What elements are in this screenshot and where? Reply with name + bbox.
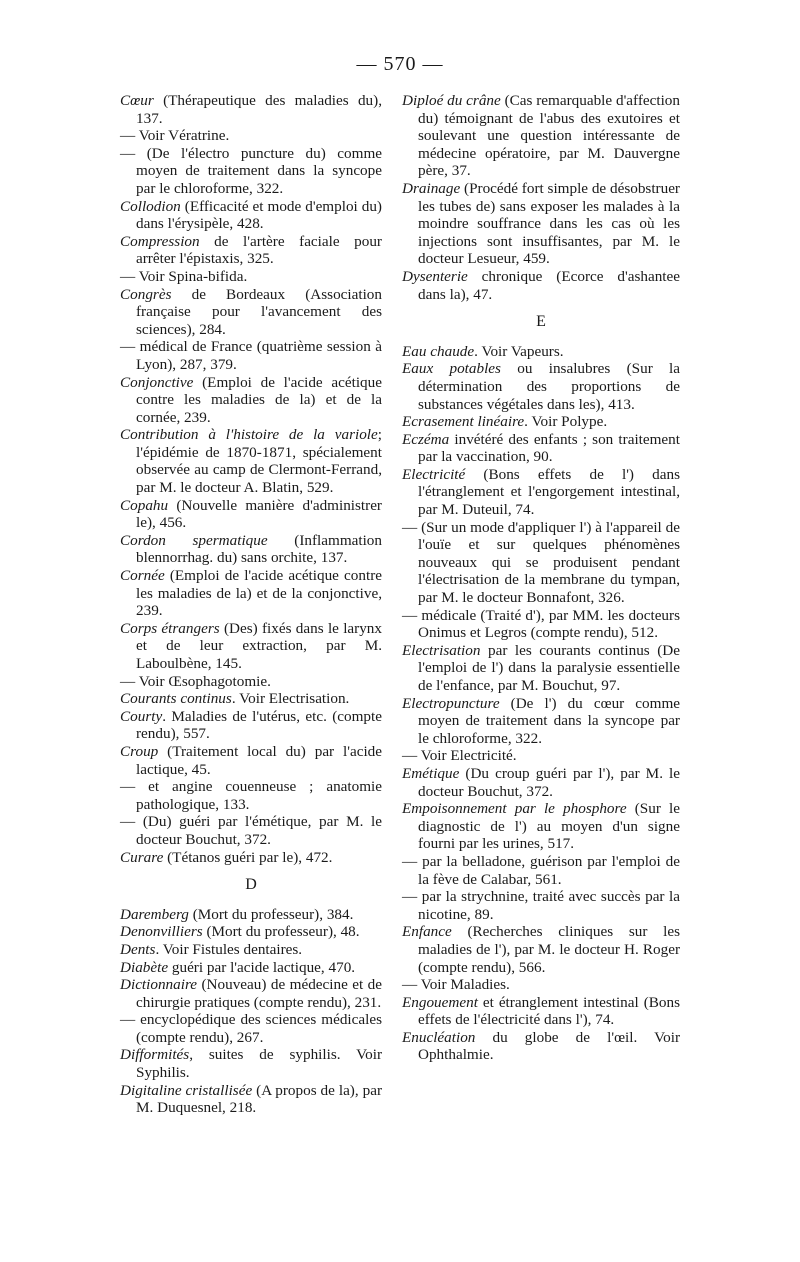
entry-text: du globe de l'œil. Voir Ophthalmie. — [418, 1028, 680, 1064]
entry-text: — médicale (Traité d'), par MM. les docteurs Onimus et Legros (compte rendu), 512. — [402, 606, 680, 642]
index-entry — [120, 906, 382, 924]
index-entry — [120, 426, 382, 496]
entry-text: — et angine couenneuse ; anatomie pathologique, 133. — [120, 778, 382, 813]
index-entry — [402, 800, 680, 853]
entry-text: de l'artère faciale pour arrêter l'épistaxis, 325. — [136, 232, 382, 268]
entry-heading: Conjonctive — [120, 373, 194, 391]
entry-heading: Electropuncture — [402, 694, 500, 712]
entry-text: ou insalubres (Sur la détermination des proportions de substances végétales dans les), 413. — [418, 360, 681, 413]
entry-text: par les courants continus (De l'emploi de l') dans la paralysie essentielle de l'enfance, par M. Bouchut, 97. — [418, 641, 680, 694]
entry-heading: Collodion — [120, 197, 181, 215]
index-entry — [402, 92, 680, 180]
entry-text: . Maladies de l'utérus, etc. (compte rendu), 557. — [136, 707, 382, 743]
index-entry — [402, 976, 680, 994]
index-entry — [402, 466, 680, 519]
entry-text: de Bordeaux (Association française pour l'avancement des sciences), 284. — [136, 285, 382, 338]
entry-text: (Cas remarquable d'affection du) témoignant de l'abus des exutoires et soulevant une question intéressante de médecine opératoire, par M. Dauvergne père, 37. — [418, 92, 680, 180]
index-entry — [402, 765, 680, 800]
entry-text: (Bons effets de l') dans l'étranglement et l'engorgement intestinal, par M. Duteuil, 74. — [418, 465, 680, 519]
entry-text: guéri par l'acide lactique, 470. — [168, 958, 356, 976]
entry-heading: Compression — [120, 232, 200, 250]
entry-heading: Cordon spermatique — [120, 531, 268, 549]
index-entry — [120, 268, 382, 286]
index-entry — [402, 607, 680, 642]
entries-c — [120, 92, 382, 866]
right-column — [402, 92, 680, 1064]
section-letter-d: D — [245, 876, 257, 894]
index-entry — [402, 923, 680, 976]
entry-text: (Mort du professeur), 384. — [188, 905, 354, 923]
entry-heading: Electrisation — [402, 641, 481, 659]
left-column — [120, 92, 382, 1117]
index-entry — [402, 431, 680, 466]
entry-heading: Empoisonnement par le phosphore — [402, 800, 627, 818]
entry-text: — médical de France (quatrième session à Lyon), 287, 379. — [120, 338, 382, 373]
entry-text: (Des) fixés dans le larynx et de leur extraction, par M. Laboulbène, 145. — [136, 619, 382, 672]
entry-heading: Corps étrangers — [120, 619, 220, 637]
index-entry — [402, 360, 680, 413]
entry-text: — Voir Vératrine. — [120, 127, 230, 145]
index-entry — [120, 1082, 382, 1117]
entry-text: chronique (Ecorce d'ashantee dans la), 47. — [418, 267, 680, 303]
entry-heading: Difformités — [120, 1046, 190, 1064]
entries-d-right — [402, 92, 680, 303]
index-entry — [402, 695, 680, 748]
entries-e — [402, 343, 680, 1064]
index-entry — [120, 849, 382, 867]
entry-heading: Emétique — [402, 764, 460, 782]
entry-heading: Courty — [120, 707, 163, 725]
entry-heading: Ecrasement linéaire — [402, 413, 525, 431]
index-entry — [402, 519, 680, 607]
entry-text: — encyclopédique des sciences médicales (compte rendu), 267. — [120, 1011, 382, 1046]
page-number: — 570 — — [356, 53, 444, 75]
index-entry — [120, 923, 382, 941]
index-entry — [120, 778, 382, 813]
index-entry — [120, 1011, 382, 1046]
index-entry — [120, 497, 382, 532]
index-entry — [402, 853, 680, 888]
entry-text: (Nouvelle manière d'administrer le), 456. — [136, 496, 382, 532]
entry-heading: Dents — [120, 940, 156, 958]
entry-heading: Croup — [120, 742, 159, 760]
entry-text: . Voir Fistules dentaires. — [155, 940, 303, 958]
entry-text: — Voir Œsophagotomie. — [120, 672, 271, 690]
entry-text: (Efficacité et mode d'emploi du) dans l'érysipèle, 428. — [136, 197, 382, 233]
entry-text: (Inflammation blennorrhag. du) sans orchite, 137. — [136, 531, 382, 567]
entry-heading: Curare — [120, 848, 164, 866]
entry-heading: Enfance — [402, 923, 452, 941]
entry-heading: Copahu — [120, 496, 169, 514]
index-entry — [402, 180, 680, 268]
entry-text: — par la belladone, guérison par l'emploi de la fève de Calabar, 561. — [402, 852, 680, 888]
entry-heading: Engouement — [402, 993, 478, 1011]
entry-text: — (De l'électro puncture du) comme moyen de traitement dans la syncope par le chloroforme, 322. — [120, 144, 382, 197]
index-entry — [120, 743, 382, 778]
entry-text: (De l') du cœur comme moyen de traitement dans la syncope par le chloroforme, 322. — [418, 694, 680, 747]
entry-heading: Cœur — [120, 92, 154, 109]
entry-text: (Procédé fort simple de désobstruer les tubes de) sans exposer les malades à la moindre souffrance dans les cas où les injections sont insuffisantes, par M. le docteur Lesueur, 459. — [418, 179, 680, 268]
entry-text: ; l'épidémie de 1870-1871, spécialement observée au camp de Clermont-Ferrand, par M. le docteur A. Blatin, 529. — [136, 426, 382, 497]
index-entry — [402, 642, 680, 695]
section-letter-e: E — [536, 313, 546, 331]
entry-heading: Daremberg — [120, 905, 189, 923]
entry-text: (Du croup guéri par l'), par M. le docteur Bouchut, 372. — [418, 764, 680, 800]
index-entry — [120, 690, 382, 708]
entry-text: (Thérapeutique des maladies du), 137. — [136, 92, 382, 127]
index-entry — [120, 959, 382, 977]
entry-text: — Voir Maladies. — [402, 976, 510, 994]
entry-text: (Recherches cliniques sur les maladies de l'), par M. le docteur H. Roger (compte rendu), 566. — [418, 923, 680, 976]
entry-heading: Eau chaude — [402, 342, 475, 360]
entry-heading: Courants continus — [120, 690, 232, 708]
entry-text: — par la strychnine, traité avec succès par la nicotine, 89. — [402, 888, 680, 923]
entry-heading: Denonvilliers — [120, 923, 203, 941]
entry-heading: Congrès — [120, 285, 172, 303]
entry-heading: Drainage — [402, 179, 461, 197]
entry-text: (Emploi de l'acide acétique contre les maladies de la) et de la conjonctive, 239. — [136, 567, 382, 620]
entry-text: — (Sur un mode d'appliquer l') à l'appareil de l'ouïe et sur quelques phénomènes nouveaux qui se produisent pendant l'électrisation de la membrane du tympan, par M. le docteur Bonnafont, 326. — [402, 518, 680, 607]
index-entry — [120, 374, 382, 427]
entry-text: (Sur le diagnostic de l') au moyen d'un signe fourni par les urines, 517. — [418, 800, 680, 853]
entry-text: (Tétanos guéri par le), 472. — [163, 848, 333, 866]
entry-text: . Voir Polype. — [524, 413, 608, 431]
entry-text: (A propos de la), par M. Duquesnel, 218. — [136, 1081, 382, 1117]
entry-text: . Voir Electrisation. — [231, 690, 350, 708]
index-entry — [120, 708, 382, 743]
index-entry — [120, 567, 382, 620]
entry-heading: Digitaline cristallisée — [120, 1081, 253, 1099]
entry-text: — Voir Electricité. — [402, 747, 517, 765]
index-entry — [120, 620, 382, 673]
index-entry — [402, 1029, 680, 1064]
entry-text: et étranglement intestinal (Bons effets de l'électricité dans l'), 74. — [418, 993, 680, 1029]
index-entry — [120, 941, 382, 959]
index-entry — [120, 233, 382, 268]
entry-text: — Voir Spina-bifida. — [120, 267, 248, 285]
index-entry — [402, 413, 680, 431]
index-entry — [120, 1046, 382, 1081]
index-entry — [120, 532, 382, 567]
entries-d-left — [120, 906, 382, 1117]
index-entry — [120, 198, 382, 233]
index-entry — [120, 127, 382, 145]
index-entry — [120, 286, 382, 339]
index-entry — [402, 888, 680, 923]
entry-text: (Mort du professeur), 48. — [202, 923, 360, 941]
entry-text: — (Du) guéri par l'émétique, par M. le docteur Bouchut, 372. — [120, 813, 382, 848]
index-entry — [402, 994, 680, 1029]
entry-heading: Eaux potables — [402, 360, 501, 378]
entry-text: , suites de syphilis. Voir Syphilis. — [136, 1046, 382, 1082]
index-entry — [402, 747, 680, 765]
entry-text: . Voir Vapeurs. — [474, 342, 564, 360]
index-entry — [120, 92, 382, 127]
index-entry — [402, 343, 680, 361]
entry-text: (Emploi de l'acide acétique contre les maladies de la) et de la cornée, 239. — [136, 373, 382, 426]
entry-text: (Nouveau) de médecine et de chirurgie pratiques (compte rendu), 231. — [136, 976, 382, 1011]
index-entry — [120, 145, 382, 198]
index-entry — [120, 673, 382, 691]
entry-heading: Diploé du crâne — [402, 92, 501, 109]
index-entry — [120, 813, 382, 848]
index-entry — [402, 268, 680, 303]
entry-heading: Dysenterie — [402, 267, 468, 285]
index-entry — [120, 338, 382, 373]
entry-heading: Enucléation — [402, 1028, 476, 1046]
entry-text: invétéré des enfants ; son traitement par la vaccination, 90. — [418, 430, 680, 466]
entry-heading: Contribution à l'histoire de la variole — [120, 426, 378, 444]
entry-heading: Cornée — [120, 567, 165, 585]
entry-heading: Eczéma — [402, 430, 450, 448]
index-entry — [120, 976, 382, 1011]
entry-heading: Diabète — [120, 958, 169, 976]
entry-text: (Traitement local du) par l'acide lactique, 45. — [136, 742, 382, 778]
entry-heading: Dictionnaire — [120, 976, 198, 994]
entry-heading: Electricité — [402, 465, 466, 483]
